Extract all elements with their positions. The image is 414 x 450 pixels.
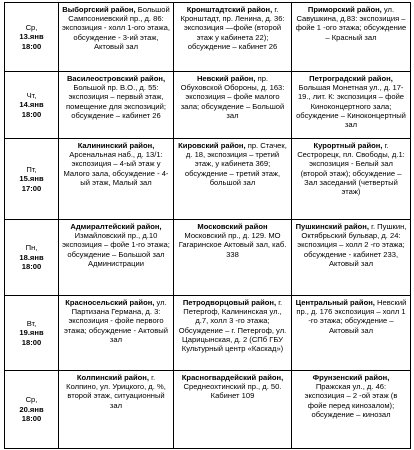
district-entry [177,5,288,51]
day-date: 15.янв [19,174,44,184]
district-address: Пражская ул., д. 46: экспозиция – 2 -ой этаж (в фойе перед кинозалом); обсуждение – кинозал [304,382,398,419]
district-entry [177,298,288,353]
district-cell [59,220,174,296]
district-entry [62,5,170,51]
district-address: Невский пр., д. 176 экспозиция – холл 1 -го этажа; обсуждение – Актовый зал [296,298,407,335]
district-cell [292,3,411,72]
district-address: пр. Обуховской Обороны, д. 163: экспозиция – фойе малого зала; обсуждение – Большой зал [180,74,285,120]
district-cell [174,220,292,296]
district-cell [59,72,174,139]
district-cell [59,3,174,72]
day-date: 18.янв [19,252,44,262]
district-entry [177,74,288,120]
day-time: 17:00 [21,183,42,193]
district-address: ул. Савушкина, д.83: экспозиция – фойе 1 -ого этажа; обсуждение – Красный зал [295,5,407,42]
day-time: 18:00 [21,109,42,119]
district-name: Василеостровский район, [66,74,166,83]
day-weekday: Чт, [26,90,37,100]
district-cell [174,139,292,220]
district-entry [62,298,170,344]
day-time: 18:00 [21,41,42,51]
district-address: пр. Стачек, д. 18, экспозиция – третий этаж, у кабинета 369; обсуждение – третий этаж, большой зал [184,141,287,187]
day-weekday: Пн, [25,243,38,253]
day-weekday: Пт, [26,164,37,174]
day-cell [5,72,59,139]
district-cell [59,296,174,371]
district-entry [295,74,407,129]
day-weekday: Вт, [26,318,37,328]
district-entry [62,74,170,120]
day-weekday: Ср, [25,22,38,32]
district-entry [295,298,407,335]
district-cell [292,220,411,296]
day-weekday: Ср, [25,395,38,405]
district-address: Большой пр. В.О., д. 55: экспозиция – первый этаж, помещение для экспозиций; обсуждение – кабинет 26 [65,83,166,120]
district-name: Фрунзенский район, [312,373,390,382]
district-name: Колпинский район, [76,373,149,382]
schedule-row [5,296,411,371]
district-address: Большая Монетная ул., д. 17-19., лит. К: экспозиция – фойе Киноконцертного зала; обсуждение – Киноконцертный зал [296,83,406,130]
day-cell [5,220,59,296]
district-address: Измайловский пр., д.10 экспозиция – фойе 1-го этажа; обсуждение – Большой зал Администрации [62,231,170,268]
day-date: 19.янв [19,328,44,338]
day-cell [5,139,59,220]
day-time: 18:00 [21,414,42,424]
district-entry [177,141,288,187]
district-cell [292,296,411,371]
district-entry [295,222,407,268]
district-name: Петродворцовый район, [182,298,277,307]
day-date: 14.янв [19,100,44,110]
district-address: г. Петергоф, Калининская ул., д.7, холл 3 -го этажа; Обсуждение – г. Петергоф, ул. Царицынская, д. 2 (СПб ГБУ Культурный центр «Каскад») [178,298,287,354]
district-entry [295,141,407,196]
district-name: Калининский район, [77,141,155,150]
district-name: Кировский район, [178,141,246,150]
district-name: Кронштадтский район, [186,5,273,14]
district-entry [295,373,407,419]
district-address: Большой Сампсониевский пр., д. 86: экспозиция - холл 1-ого этажа, обсуждение - 3-ий этаж, Актовый зал [62,5,170,51]
district-address: г. Пушкин, Октябрьский бульвар, д. 24: экспозиция – холл 2 -го этажа; обсуждение - кабинет 233, Актовый зал [297,222,407,268]
district-cell [174,296,292,371]
day-cell [5,3,59,72]
schedule-table [4,2,411,449]
district-cell [59,139,174,220]
district-entry [62,141,170,187]
schedule-row [5,3,411,72]
schedule-row [5,72,411,139]
day-date: 20.янв [19,404,44,414]
district-cell [174,72,292,139]
schedule-row [5,139,411,220]
district-entry [62,222,170,268]
district-entry [177,373,288,401]
district-name: Красногвардейский район, [181,373,284,382]
district-entry [295,5,407,42]
district-address: г. Сестрорецк, пл. Свободы, д.1: экспозиция - Белый зал (второй этаж); обсуждение – Зал заседаний (четвертый этаж) [297,141,405,197]
district-name: Выборгский район, [62,5,136,14]
district-name: Невский район, [196,74,256,83]
district-cell [292,139,411,220]
district-entry [177,222,288,259]
district-address: Среднеохтинский пр., д. 50. Кабинет 109 [183,382,282,401]
district-name: Адмиралтейский район, [70,222,162,231]
district-name: Петроградский район, [309,74,393,83]
schedule-body [5,3,411,449]
district-cell [59,371,174,449]
day-time: 18:00 [21,337,42,347]
district-address: г. Кронштадт, пр. Ленина, д. 36: экспозиция —фойе (второй этаж у кабинета 22); обсуждение – кабинет 26 [180,5,285,51]
district-name: Центральный район, [295,298,375,307]
district-entry [62,373,170,410]
schedule-row [5,371,411,449]
district-cell [292,371,411,449]
district-name: Московский район [197,222,268,231]
district-address: г. Колпино, ул. Урицкого, д. %, второй этаж, ситуационный зал [66,373,166,410]
district-name: Приморский район, [307,5,382,14]
district-address: ул. Партизана Германа, д. 3: экспозиция - фойе первого этажа; обсуждение - Актовый зал [64,298,168,344]
day-cell [5,296,59,371]
district-cell [174,3,292,72]
day-cell [5,371,59,449]
district-cell [292,72,411,139]
district-name: Пушкинский район, [295,222,369,231]
district-name: Красносельский район, [65,298,155,307]
day-date: 13.янв [19,32,44,42]
district-name: Курортный район, [313,141,383,150]
district-cell [174,371,292,449]
district-address: Арсенальная наб., д. 13/1: экспозиция – 4-ый этаж у Малого зала, обсуждение - 4-ый этаж, Малый зал [63,150,169,187]
day-time: 18:00 [21,262,42,272]
schedule-row [5,220,411,296]
district-address: Московский пр., д. 129. МО Гагаринское Актовый зал, каб. 338 [178,231,287,259]
